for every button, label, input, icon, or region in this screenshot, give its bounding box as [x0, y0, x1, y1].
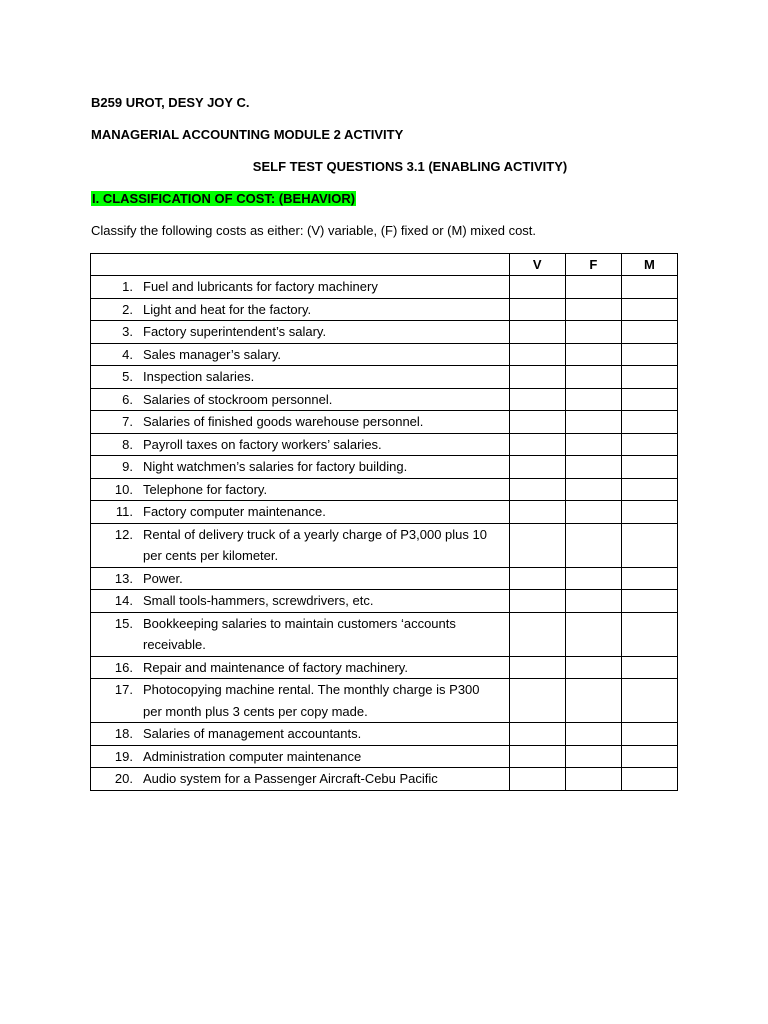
header-item: [91, 254, 510, 276]
cost-item-cell: [91, 321, 510, 344]
cost-item-cell: [91, 612, 510, 656]
cost-item: [91, 613, 509, 656]
mixed-cell[interactable]: [621, 656, 677, 679]
item-number: 20.: [114, 771, 133, 786]
table-row: [91, 567, 678, 590]
item-number: 9.: [122, 459, 133, 474]
mixed-cell[interactable]: [621, 276, 677, 299]
mixed-cell[interactable]: [621, 433, 677, 456]
mixed-cell[interactable]: [621, 590, 677, 613]
fixed-cell[interactable]: [565, 656, 621, 679]
item-number: 6.: [122, 391, 133, 407]
fixed-cell[interactable]: [565, 723, 621, 746]
table-row: [91, 456, 678, 479]
cost-item: [91, 321, 509, 343]
fixed-cell[interactable]: [565, 501, 621, 524]
item-description: Light and heat for the factory.: [143, 301, 312, 317]
item-description: Small tools-hammers, screwdrivers, etc.: [143, 593, 374, 608]
mixed-cell[interactable]: [621, 612, 677, 656]
table-row: [91, 343, 678, 366]
mixed-cell[interactable]: [621, 298, 677, 321]
fixed-cell[interactable]: [565, 523, 621, 567]
item-description: Salaries of stockroom personnel.: [143, 391, 333, 407]
variable-cell[interactable]: [509, 768, 565, 791]
fixed-cell[interactable]: [565, 590, 621, 613]
course-title: MANAGERIAL ACCOUNTING MODULE 2 ACTIVITY: [91, 127, 404, 142]
fixed-cell[interactable]: [565, 456, 621, 479]
cost-item-cell: [91, 276, 510, 299]
mixed-cell[interactable]: [621, 768, 677, 791]
section-heading-text: I. CLASSIFICATION OF COST: (BEHAVIOR): [92, 191, 356, 206]
item-description: Inspection salaries.: [143, 369, 255, 384]
header-variable: V: [509, 254, 565, 276]
table-row: [91, 298, 678, 321]
cost-item: [91, 434, 509, 456]
cost-item-cell: [91, 388, 510, 411]
table-body: [91, 276, 678, 791]
cost-item-cell: [91, 590, 510, 613]
table-row: [91, 656, 678, 679]
item-description: Repair and maintenance of factory machinery.: [143, 659, 408, 675]
mixed-cell[interactable]: [621, 456, 677, 479]
item-description: Audio system for a Passenger Aircraft-Cebu Pacific: [143, 771, 438, 786]
item-description: Bookkeeping salaries to maintain customers ‘accounts receivable.: [143, 615, 456, 652]
item-number: 1.: [122, 279, 133, 294]
mixed-cell[interactable]: [621, 321, 677, 344]
table-header-row: [91, 254, 678, 276]
cost-item-cell: [91, 679, 510, 723]
variable-cell[interactable]: [509, 745, 565, 768]
cost-item-cell: [91, 411, 510, 434]
activity-subtitle: SELF TEST QUESTIONS 3.1 (ENABLING ACTIVITY): [252, 159, 568, 174]
mixed-cell[interactable]: [621, 366, 677, 389]
item-description: Payroll taxes on factory workers’ salaries.: [143, 436, 382, 452]
cost-item-cell: [91, 343, 510, 366]
item-description: Rental of delivery truck of a yearly charge of P3,000 plus 10 per cents per kilometer.: [143, 526, 487, 563]
table-row: [91, 411, 678, 434]
mixed-cell[interactable]: [621, 411, 677, 434]
variable-cell[interactable]: [509, 679, 565, 723]
cost-item: [91, 768, 509, 790]
table-row: [91, 745, 678, 768]
cost-item-cell: [91, 745, 510, 768]
mixed-cell[interactable]: [621, 567, 677, 590]
item-number: 2.: [122, 301, 133, 317]
header-fixed: F: [565, 254, 621, 276]
student-name: B259 UROT, DESY JOY C.: [91, 95, 250, 110]
variable-cell[interactable]: [509, 723, 565, 746]
table-row: [91, 723, 678, 746]
fixed-cell[interactable]: [565, 366, 621, 389]
fixed-cell[interactable]: [565, 567, 621, 590]
table-row: [91, 612, 678, 656]
cost-item-cell: [91, 723, 510, 746]
cost-item-cell: [91, 567, 510, 590]
item-description: Salaries of management accountants.: [143, 726, 362, 741]
mixed-cell[interactable]: [621, 523, 677, 567]
fixed-cell[interactable]: [565, 411, 621, 434]
item-number: 10.: [114, 481, 133, 497]
variable-cell[interactable]: [509, 523, 565, 567]
cost-item: [91, 657, 509, 679]
cost-item: [91, 746, 509, 768]
fixed-cell[interactable]: [565, 612, 621, 656]
cost-item-cell: [91, 456, 510, 479]
cost-item-cell: [91, 366, 510, 389]
cost-item-cell: [91, 768, 510, 791]
fixed-cell[interactable]: [565, 745, 621, 768]
variable-cell[interactable]: [509, 456, 565, 479]
item-number: 11.: [115, 504, 133, 519]
table-row: [91, 321, 678, 344]
cost-item: [91, 276, 509, 298]
cost-item: [91, 366, 509, 388]
fixed-cell[interactable]: [565, 343, 621, 366]
fixed-cell[interactable]: [565, 276, 621, 299]
item-description: Administration computer maintenance: [143, 748, 362, 764]
cost-item: [91, 590, 509, 612]
variable-cell[interactable]: [509, 433, 565, 456]
cost-item: [91, 479, 509, 501]
variable-cell[interactable]: [509, 612, 565, 656]
variable-cell[interactable]: [509, 321, 565, 344]
item-number: 17.: [114, 682, 133, 697]
variable-cell[interactable]: [509, 478, 565, 501]
cost-item: [91, 389, 509, 411]
mixed-cell[interactable]: [621, 478, 677, 501]
mixed-cell[interactable]: [621, 679, 677, 723]
header-mixed: M: [621, 254, 677, 276]
item-description: Salaries of finished goods warehouse personnel.: [143, 414, 424, 429]
item-number: 19.: [114, 748, 133, 764]
table-row: [91, 433, 678, 456]
item-number: 15.: [114, 615, 133, 631]
item-number: 3.: [122, 324, 133, 339]
item-description: Photocopying machine rental. The monthly charge is P300 per month plus 3 cents per copy made.: [143, 682, 480, 719]
fixed-cell[interactable]: [565, 388, 621, 411]
table-row: [91, 523, 678, 567]
item-number: 8.: [122, 436, 133, 452]
fixed-cell[interactable]: [565, 433, 621, 456]
item-number: 12.: [114, 526, 133, 542]
table-row: [91, 679, 678, 723]
section-heading: [91, 191, 356, 207]
table-row: [91, 768, 678, 791]
cost-item-cell: [91, 298, 510, 321]
fixed-cell[interactable]: [565, 478, 621, 501]
cost-item: [91, 568, 509, 590]
item-number: 16.: [114, 659, 133, 675]
table-row: [91, 590, 678, 613]
table-row: [91, 388, 678, 411]
mixed-cell[interactable]: [621, 388, 677, 411]
item-number: 7.: [122, 414, 133, 429]
item-description: Night watchmen’s salaries for factory building.: [143, 459, 408, 474]
mixed-cell[interactable]: [621, 501, 677, 524]
item-description: Sales manager’s salary.: [143, 346, 282, 362]
item-description: Telephone for factory.: [143, 481, 268, 497]
item-number: 13.: [114, 570, 133, 586]
cost-item: [91, 411, 509, 433]
cost-item-cell: [91, 523, 510, 567]
item-number: 4.: [122, 346, 133, 362]
cost-item: [91, 524, 509, 567]
table-row: [91, 478, 678, 501]
cost-classification-table: [90, 253, 678, 791]
cost-item: [91, 299, 509, 321]
item-number: 5.: [122, 369, 133, 384]
item-description: Power.: [143, 570, 183, 586]
variable-cell[interactable]: [509, 501, 565, 524]
table-row: [91, 366, 678, 389]
table-row: [91, 501, 678, 524]
fixed-cell[interactable]: [565, 768, 621, 791]
cost-item-cell: [91, 501, 510, 524]
variable-cell[interactable]: [509, 366, 565, 389]
variable-cell[interactable]: [509, 276, 565, 299]
variable-cell[interactable]: [509, 567, 565, 590]
instruction-text: Classify the following costs as either: (V) variable, (F) fixed or (M) mixed cost.: [91, 223, 537, 238]
variable-cell[interactable]: [509, 590, 565, 613]
item-number: 14.: [114, 593, 133, 608]
variable-cell[interactable]: [509, 656, 565, 679]
variable-cell[interactable]: [509, 343, 565, 366]
cost-item: [91, 501, 509, 523]
cost-item: [91, 344, 509, 366]
mixed-cell[interactable]: [621, 745, 677, 768]
cost-item: [91, 456, 509, 478]
mixed-cell[interactable]: [621, 343, 677, 366]
cost-item: [91, 679, 509, 722]
cost-item-cell: [91, 656, 510, 679]
item-description: Factory computer maintenance.: [143, 504, 326, 519]
item-number: 18.: [114, 726, 133, 741]
cost-item-cell: [91, 433, 510, 456]
item-description: Factory superintendent’s salary.: [143, 324, 327, 339]
table-row: [91, 276, 678, 299]
variable-cell[interactable]: [509, 298, 565, 321]
fixed-cell[interactable]: [565, 321, 621, 344]
fixed-cell[interactable]: [565, 679, 621, 723]
cost-item-cell: [91, 478, 510, 501]
item-description: Fuel and lubricants for factory machinery: [143, 279, 378, 294]
cost-item: [91, 723, 509, 745]
fixed-cell[interactable]: [565, 298, 621, 321]
variable-cell[interactable]: [509, 411, 565, 434]
mixed-cell[interactable]: [621, 723, 677, 746]
variable-cell[interactable]: [509, 388, 565, 411]
